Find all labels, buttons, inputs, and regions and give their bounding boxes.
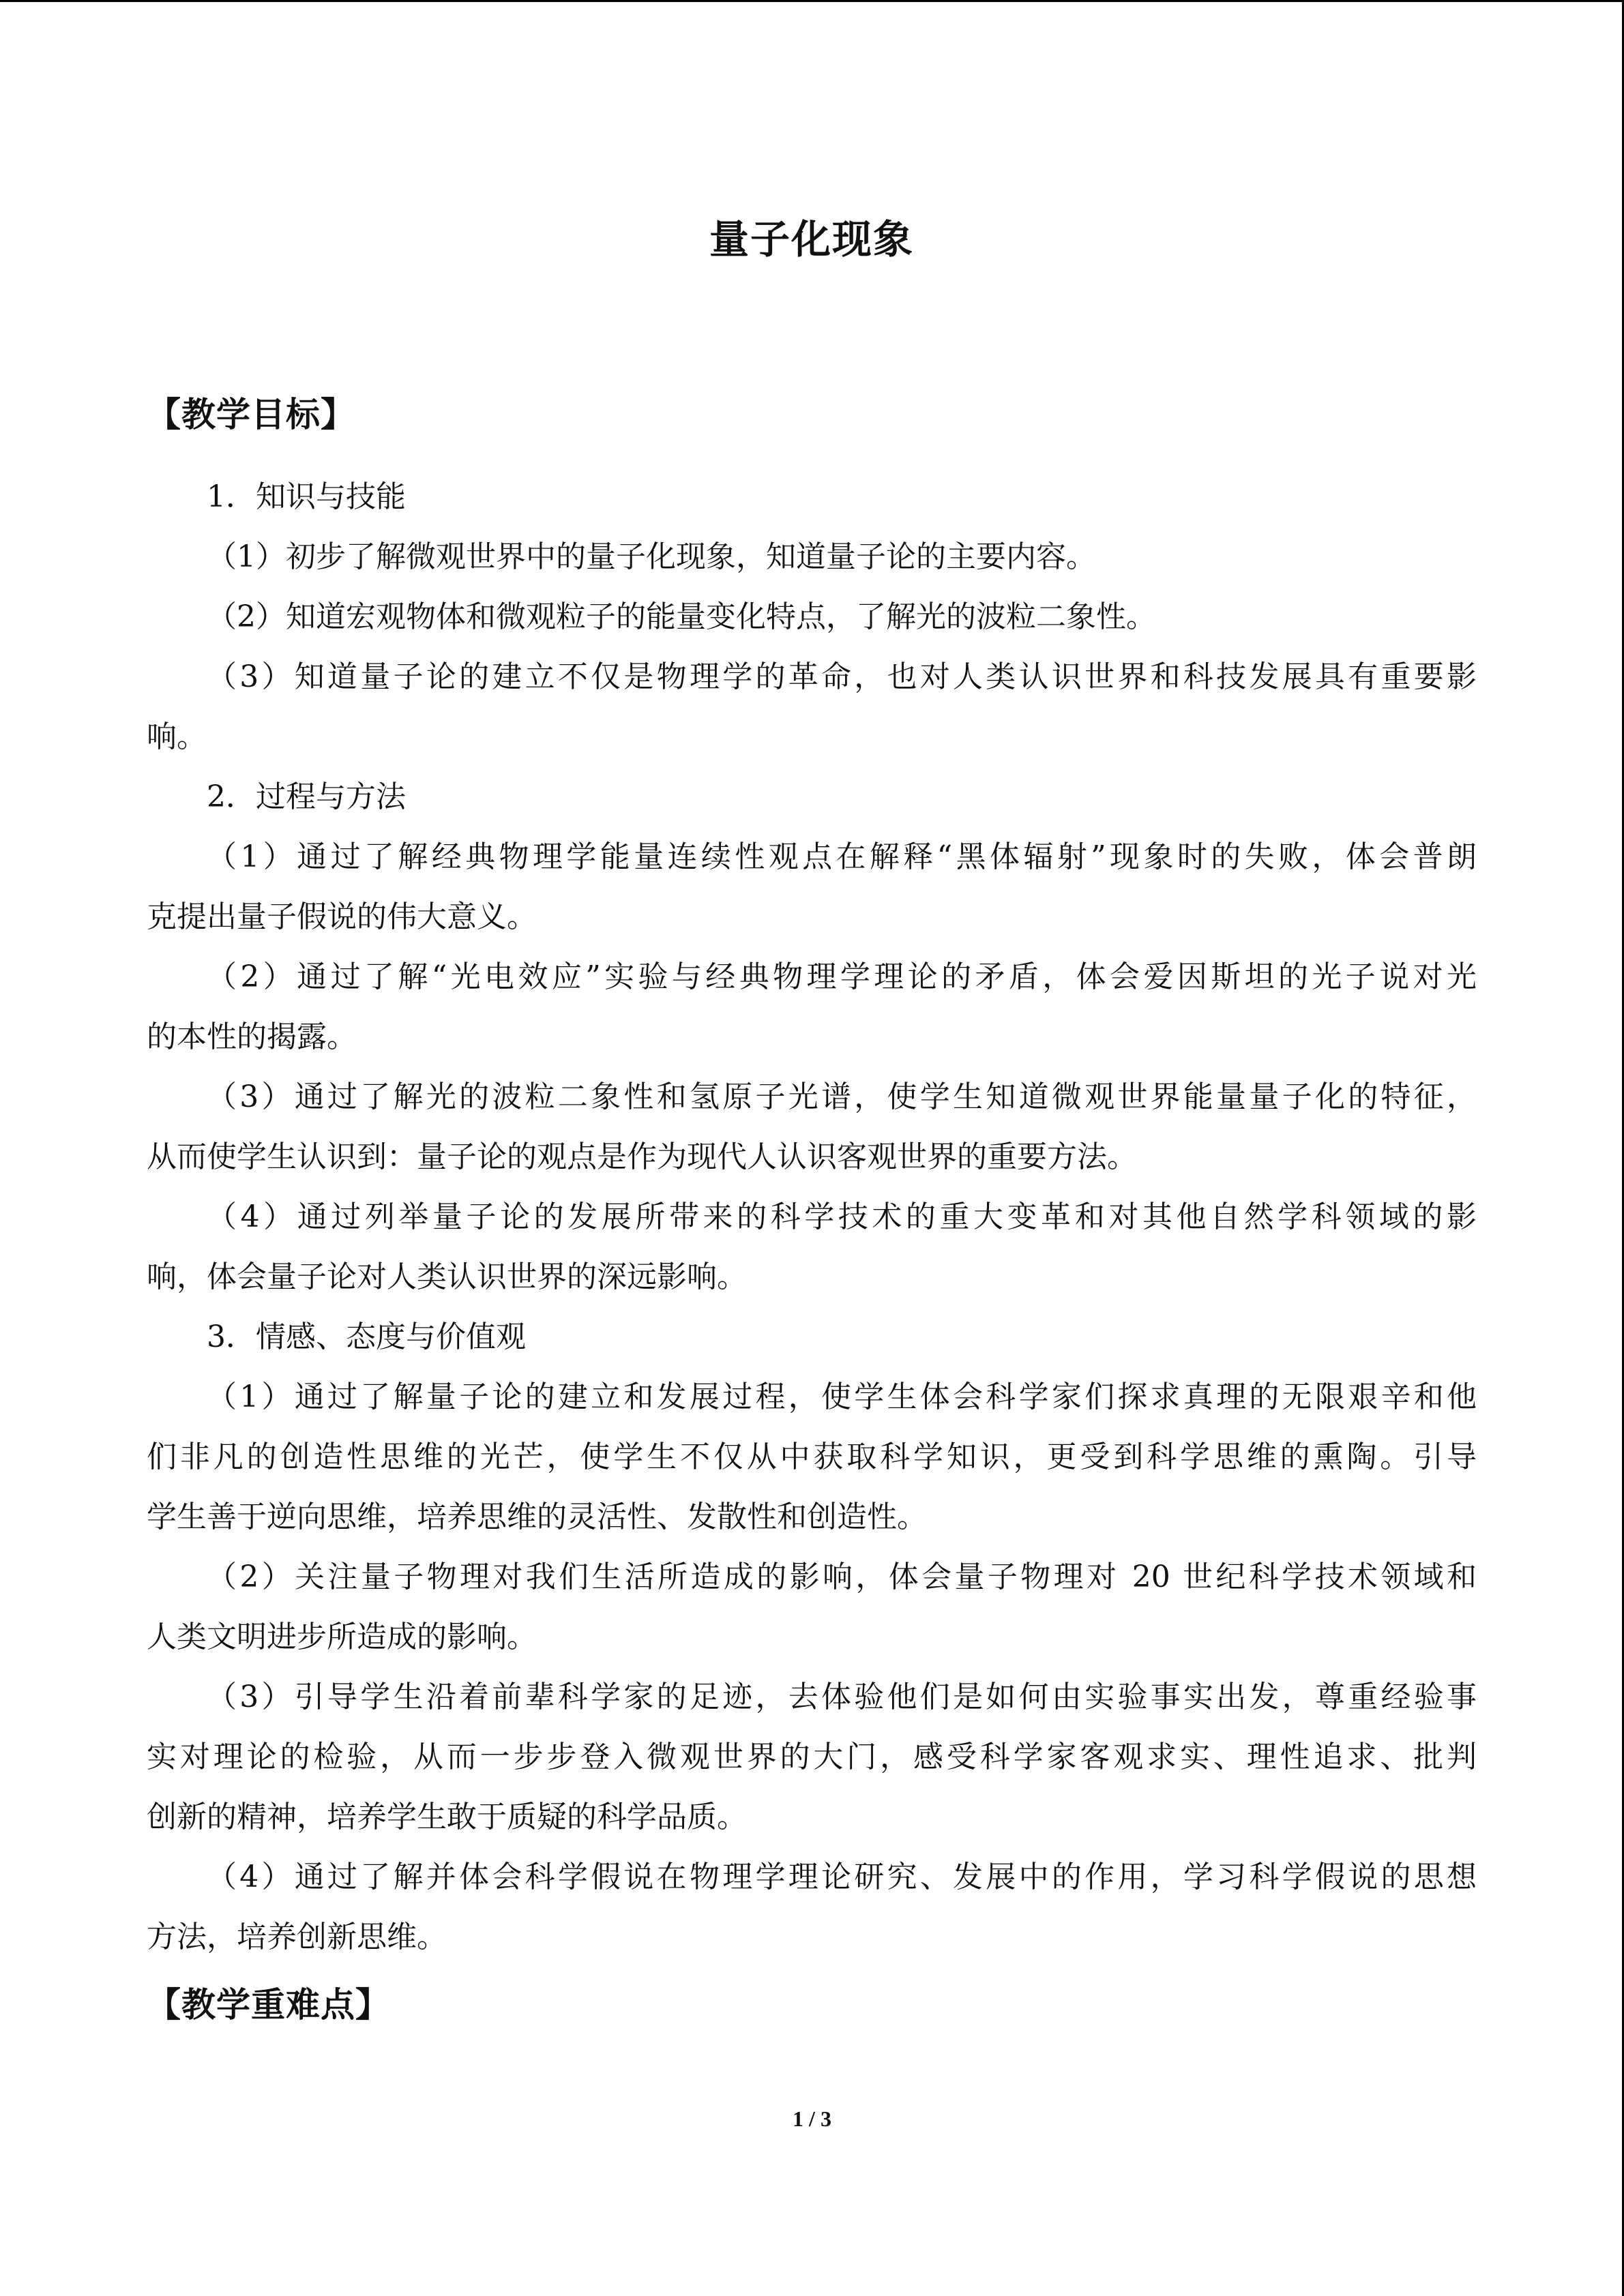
paragraph-line: （2）知道宏观物体和微观粒子的能量变化特点，了解光的波粒二象性。 (207, 599, 1156, 634)
document-title: 量子化现象 (709, 216, 914, 263)
paragraph-line: 方法，培养创新思维。 (147, 1920, 447, 1954)
paragraph-line: 的本性的揭露。 (147, 1019, 357, 1054)
section-heading-teaching-objectives: 【教学目标】 (147, 395, 355, 434)
paragraph-line: 们非凡的创造性思维的光芒，使学生不仅从中获取科学知识，更受到科学思维的熏陶。引导 (147, 1440, 1477, 1474)
paragraph-line: 克提出量子假说的伟大意义。 (147, 899, 537, 934)
paragraph-line: （1）初步了解微观世界中的量子化现象，知道量子论的主要内容。 (207, 539, 1096, 574)
paragraph-line: （3）通过了解光的波粒二象性和氢原子光谱，使学生知道微观世界能量量子化的特征， (207, 1079, 1477, 1114)
paragraph-line: 响，体会量子论对人类认识世界的深远影响。 (147, 1259, 747, 1294)
paragraph-line: （3）引导学生沿着前辈科学家的足迹，去体验他们是如何由实验事实出发，尊重经验事 (207, 1680, 1477, 1714)
paragraph-line: 实对理论的检验，从而一步步登入微观世界的大门，感受科学家客观求实、理性追求、批判 (147, 1740, 1477, 1774)
paragraph-line: （4）通过列举量子论的发展所带来的科学技术的重大变革和对其他自然学科领域的影 (207, 1199, 1477, 1234)
paragraph-line: （2）关注量子物理对我们生活所造成的影响，体会量子物理对 20 世纪科学技术领域和 (207, 1560, 1477, 1594)
paragraph-line: 响。 (147, 719, 207, 754)
paragraph-line: 从而使学生认识到：量子论的观点是作为现代人认识客观世界的重要方法。 (147, 1139, 1137, 1174)
paragraph-line: （3）知道量子论的建立不仅是物理学的革命，也对人类认识世界和科技发展具有重要影 (207, 659, 1477, 694)
paragraph-line: 人类文明进步所造成的影响。 (147, 1620, 537, 1654)
paragraph-line: （2）通过了解“光电效应”实验与经典物理学理论的矛盾，体会爱因斯坦的光子说对光 (207, 959, 1477, 994)
paragraph-line: （1）通过了解量子论的建立和发展过程，使学生体会科学家们探求真理的无限艰辛和他 (207, 1380, 1477, 1414)
paragraph-line: 创新的精神，培养学生敢于质疑的科学品质。 (147, 1800, 747, 1834)
objectives-body (147, 467, 1477, 1967)
paragraph-line: （1）通过了解经典物理学能量连续性观点在解释“黑体辐射”现象时的失败，体会普朗 (207, 839, 1477, 874)
section-heading-key-difficulties: 【教学重难点】 (147, 1985, 390, 2025)
paragraph-line: 学生善于逆向思维，培养思维的灵活性、发散性和创造性。 (147, 1500, 927, 1534)
page-number: 1 / 3 (793, 2106, 831, 2131)
subheading-process-methods: 2．过程与方法 (207, 779, 406, 814)
paragraph-line: （4）通过了解并体会科学假说在物理学理论研究、发展中的作用，学习科学假说的思想 (207, 1860, 1477, 1894)
subheading-emotion-values: 3．情感、态度与价值观 (207, 1320, 526, 1354)
subheading-knowledge-skills: 1．知识与技能 (207, 479, 406, 514)
